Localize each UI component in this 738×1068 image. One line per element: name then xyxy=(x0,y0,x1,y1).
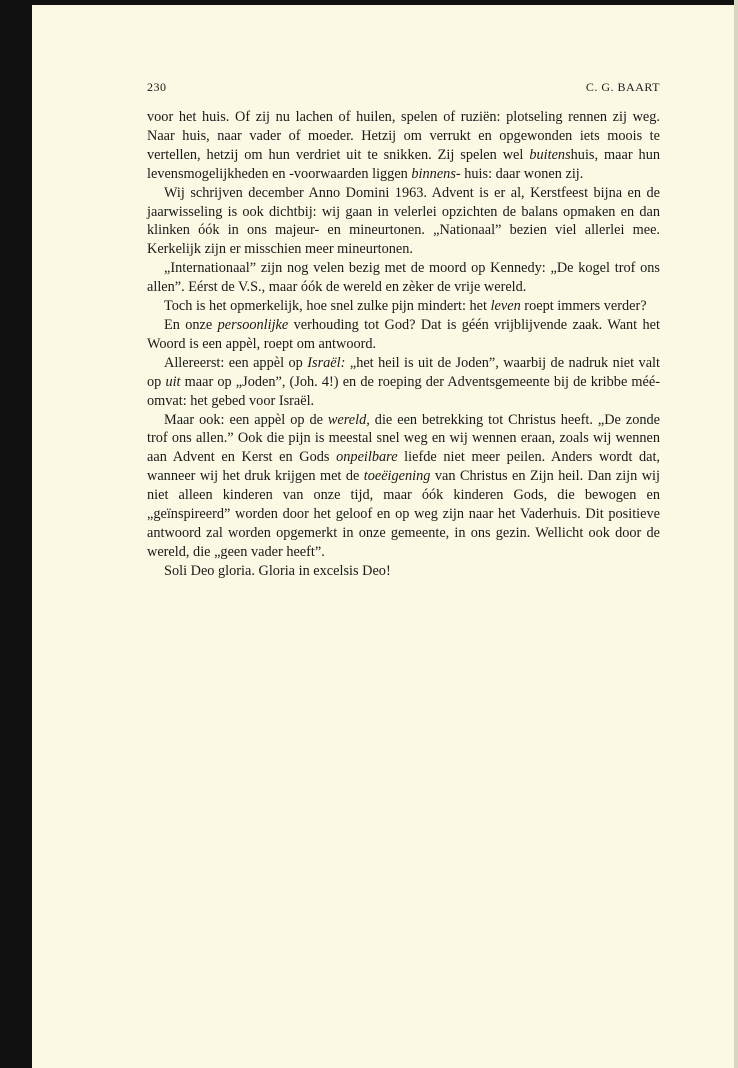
text-run: van Christus en Zijn heil. Dan zijn wij niet alleen kinderen van onze tijd, maar óók kinderen Gods, die bewogen en „geïnspireerd” worden door het geloof en op weg zijn naar het Vaderhuis. Dit positieve antwoord zal worden opgemerkt in onze gemeente, in ons gezin. Wellicht ook door de wereld, die „geen vader heeft”. xyxy=(147,468,660,560)
text-run: Allereerst: een appèl op xyxy=(164,354,308,371)
scan-left-edge xyxy=(0,0,32,1068)
paragraph xyxy=(147,316,660,354)
italic-text: Israël: xyxy=(307,354,346,371)
paragraph xyxy=(147,259,660,297)
paragraph xyxy=(147,108,660,184)
italic-text: persoonlijke xyxy=(217,316,289,333)
paragraph xyxy=(147,297,660,316)
text-run: Maar ook: een appèl op de xyxy=(164,411,328,428)
text-run: liefde niet meer peilen. Anders wordt dat, wanneer wij het druk krijgen met de xyxy=(147,449,660,485)
text-run: verhouding tot God? Dat is géén vrijblijvende zaak. Want het Woord is een appèl, roept om antwoord. xyxy=(147,316,660,352)
paragraph xyxy=(147,411,660,562)
page-header xyxy=(147,80,660,98)
scan-top-edge xyxy=(0,0,738,5)
body-text xyxy=(147,108,660,581)
text-run: „het heil is uit de Joden”, waarbij de nadruk niet valt op xyxy=(147,354,661,390)
text-run: En onze xyxy=(164,316,218,333)
text-run: „Internationaal” zijn nog velen bezig met de moord op Kennedy: „De kogel trof ons allen”. Eérst de V.S., maar óók de wereld en zèker de vrije wereld. xyxy=(147,260,660,296)
italic-text: toeëigening xyxy=(363,468,431,485)
italic-text: leven xyxy=(490,298,521,315)
italic-text: onpeilbare xyxy=(336,449,398,466)
text-run: Soli Deo gloria. Gloria in excelsis Deo! xyxy=(164,562,391,579)
page-number: 230 xyxy=(147,80,167,94)
text-run: roept immers verder? xyxy=(520,298,647,315)
text-run: die een betrekking tot Christus heeft. „De zonde trof ons allen.” Ook die pijn is meestal snel weg en wij wennen eraan, zoals wij wennen aan Advent en Kerst en Gods xyxy=(147,411,660,466)
paragraph xyxy=(147,184,660,260)
paragraph xyxy=(147,562,660,581)
italic-text: wereld, xyxy=(327,411,370,428)
text-run: Wij schrijven december Anno Domini 1963. Advent is er al, Kerstfeest bijna en de jaarwisseling is ook dichtbij: wij gaan in velerlei opzichten de balans opmaken en dan klinken óók in ons majeur- en mineurtonen. „Nationaal” bezien viel allerlei mee. Kerkelijk zijn er misschien meer mineurtonen. xyxy=(147,184,660,258)
running-head: C. G. BAART xyxy=(585,80,660,94)
italic-text: uit xyxy=(165,373,181,390)
text-run: voor het huis. Of zij nu lachen of huilen, spelen of ruziën: plotseling rennen zij weg. Naar huis, naar vader of moeder. Hetzij om verrukt en opgewonden iets moois te vertellen, hetzij om hun verdriet uit te snikken. Zij spelen wel xyxy=(147,109,660,163)
scan-right-edge xyxy=(734,0,738,1068)
italic-text: binnens- xyxy=(411,165,461,182)
paragraph xyxy=(147,354,660,411)
text-run: maar op „Joden”, (Joh. 4!) en de roeping der Adventsgemeente bij de kribbe méé-omvat: het gebed voor Israël. xyxy=(147,373,660,409)
text-run: huis, maar hun levensmogelijkheden en -voorwaarden liggen xyxy=(147,146,660,182)
text-run: Toch is het opmerkelijk, hoe snel zulke pijn mindert: het xyxy=(164,298,491,315)
text-run: huis: daar wonen zij. xyxy=(460,165,584,182)
italic-text: buitens xyxy=(529,146,571,163)
